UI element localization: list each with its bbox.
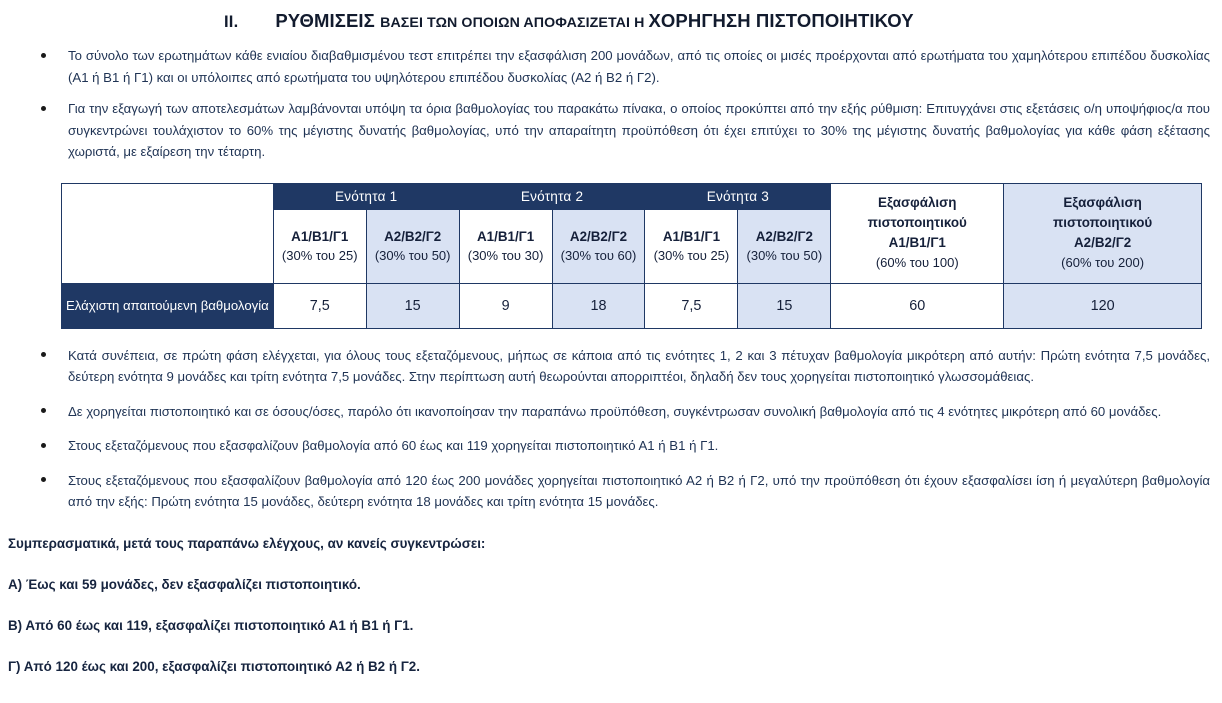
page-title [0,0,1222,32]
sub-header-level: Α2/Β2/Γ2 [569,228,628,244]
sub-header-percent: (30% του 30) [467,248,544,263]
bullet-dot-icon [41,106,46,111]
score-table-container [0,183,1222,329]
row-header-minimum-score: Ελάχιστη απαιτούμενη βαθμολογία [62,283,274,328]
sub-header-percent: (30% του 50) [746,248,823,263]
section-numeral: II. [224,13,239,31]
table-cell-value: 7,5 [645,283,738,328]
table-cell-value: 15 [738,283,831,328]
certificate-header-a2b2g2 [1004,183,1202,283]
list-item-text: Το σύνολο των ερωτημάτων κάθε ενιαίου διαβαθμισμένου τεστ επιτρέπει την εξασφάλιση 200 μονάδων, από τις οποίες οι μισές προέρχονται από ερωτήματα του χαμηλότερου επιπέδου δυσκολίας (Α1 ή Β1 ή Γ1) και οι υπόλοιπες από ερωτήματα του υψηλότερου επιπέδου δυσκολίας (Α2 ή Β2 ή Γ2). [68,48,1210,85]
sub-header-cell [738,209,831,283]
table-cell-value: 18 [552,283,645,328]
table-cell-value: 7,5 [273,283,366,328]
sub-header-percent: (30% του 60) [560,248,637,263]
list-item-text: Στους εξεταζόμενους που εξασφαλίζουν βαθμολογία από 60 έως και 119 χορηγείται πιστοποιητικό Α1 ή Β1 ή Γ1. [68,438,719,453]
table-cell-value: 15 [366,283,459,328]
group-header-unit-2: Ενότητα 2 [459,183,645,209]
list-item-text: Δε χορηγείται πιστοποιητικό και σε όσους/όσες, παρόλο ότι ικανοποίησαν την παραπάνω προϋπόθεση, συγκέντρωσαν συνολική βαθμολογία από τις 4 ενότητες μικρότερη από 60 μονάδες. [68,403,1162,419]
table-header-row-groups [62,183,1202,209]
sub-header-percent: (30% του 25) [653,248,730,263]
cert-header-line-4: (60% του 200) [1061,255,1145,270]
table-row [62,283,1202,328]
table-corner-blank [62,183,274,283]
conclusion-line-c: Γ) Από 120 έως και 200, εξασφαλίζει πιστοποιητικό Α2 ή Β2 ή Γ2. [8,658,420,674]
group-header-unit-3: Ενότητα 3 [645,183,831,209]
conclusion-line-a: Α) Έως και 59 μονάδες, δεν εξασφαλίζει πιστοποιητικό. [8,576,361,592]
list-item-text: Στους εξεταζόμενους που εξασφαλίζουν βαθμολογία από 120 έως 200 μονάδες χορηγείται πιστοποιητικό Α2 ή Β2 ή Γ2, υπό την προϋπόθεση ότι έχουν εξασφαλίσει ίση ή μεγαλύτερη βαθμολογία από την εξής: Πρώτη ενότητα 15 μονάδες, δεύτερη ενότητα 18 μονάδες και τρίτη ενότητα 15 μονάδες. [68,472,1210,509]
table-cell-value: 60 [831,283,1004,328]
sub-header-level: Α1/Β1/Γ1 [477,228,535,244]
cert-header-line-3: Α2/Β2/Γ2 [1074,235,1132,250]
cert-header-line-3: Α1/Β1/Γ1 [888,235,946,250]
list-item-text: Για την εξαγωγή των αποτελεσμάτων λαμβάνονται υπόψη τα όρια βαθμολογίας του παρακάτω πίνακα, ο οποίος προκύπτει από την εξής ρύθμιση: Επιτυγχάνει στις εξετάσεις ο/η υποψήφιος/α που συγκεντρώνει τουλάχιστον το 60% της μέγιστης δυνατής βαθμολογίας, υπό την απαραίτητη προϋπόθεση ότι έχει επιτύχει το 30% της μέγιστης δυνατής βαθμολογίας για κάθε φάση εξέτασης χωριστά, με εξαίρεση την τέταρτη. [68,101,1210,159]
sub-header-level: Α2/Β2/Γ2 [384,228,442,244]
list-item [0,98,1222,163]
cert-header-line-1: Εξασφάλιση [878,195,957,210]
list-item [0,401,1222,423]
bullet-dot-icon [41,53,46,58]
sub-header-cell [552,209,645,283]
conclusion-block [0,535,1222,676]
bullet-dot-icon [41,352,46,357]
title-segment-1: ΡΥΘΜΙΣΕΙΣ [275,10,381,31]
conclusion-line-b: Β) Από 60 έως και 119, εξασφαλίζει πιστοποιητικό Α1 ή Β1 ή Γ1. [8,617,414,633]
sub-header-level: Α1/Β1/Γ1 [662,228,721,244]
sub-header-percent: (30% του 50) [374,248,451,263]
conclusion-intro: Συμπερασματικά, μετά τους παραπάνω ελέγχους, αν κανείς συγκεντρώσει: [8,535,486,551]
cert-header-line-4: (60% του 100) [875,255,959,270]
minimum-score-table [61,183,1202,329]
bullet-dot-icon [41,408,46,413]
cert-header-line-1: Εξασφάλιση [1063,195,1142,210]
intro-bullet-list [0,45,1222,163]
list-item-text: Κατά συνέπεια, σε πρώτη φάση ελέγχεται, για όλους τους εξεταζόμενους, μήπως σε κάποια από τις ενότητες 1, 2 και 3 πέτυχαν βαθμολογία μικρότερη από αυτήν: Πρώτη ενότητα 7,5 μονάδες, δεύτερη ενότητα 9 μονάδες και τρίτη ενότητα 7,5 μονάδες. Στην περίπτωση αυτή θεωρούνται απορριπτέοι, δηλαδή δεν τους χορηγείται πιστοποιητικό γλωσσομάθειας. [68,347,1210,384]
sub-header-cell [459,209,552,283]
list-item [0,435,1222,457]
list-item [0,470,1222,513]
list-item [0,345,1222,388]
title-segment-2: ΒΑΣΕΙ ΤΩΝ ΟΠΟΙΩΝ ΑΠΟΦΑΣΙΖΕΤΑΙ Η [380,15,649,31]
cert-header-line-2: πιστοποιητικού [1053,215,1153,230]
group-header-unit-1: Ενότητα 1 [273,183,459,209]
sub-header-cell [645,209,738,283]
bullet-dot-icon [41,477,46,482]
list-item [0,45,1222,88]
sub-header-cell [366,209,459,283]
certificate-header-a1b1g1 [831,183,1004,283]
sub-header-cell [273,209,366,283]
sub-header-percent: (30% του 25) [281,248,358,263]
cert-header-line-2: πιστοποιητικού [867,215,967,230]
table-cell-value: 120 [1004,283,1202,328]
sub-header-level: Α1/Β1/Γ1 [291,228,349,244]
bullet-dot-icon [41,443,46,448]
table-cell-value: 9 [459,283,552,328]
title-segment-3: ΧΟΡΗΓΗΣΗ ΠΙΣΤΟΠΟΙΗΤΙΚΟΥ [648,10,914,31]
sub-header-level: Α2/Β2/Γ2 [755,228,813,244]
rule-bullet-list [0,345,1222,513]
